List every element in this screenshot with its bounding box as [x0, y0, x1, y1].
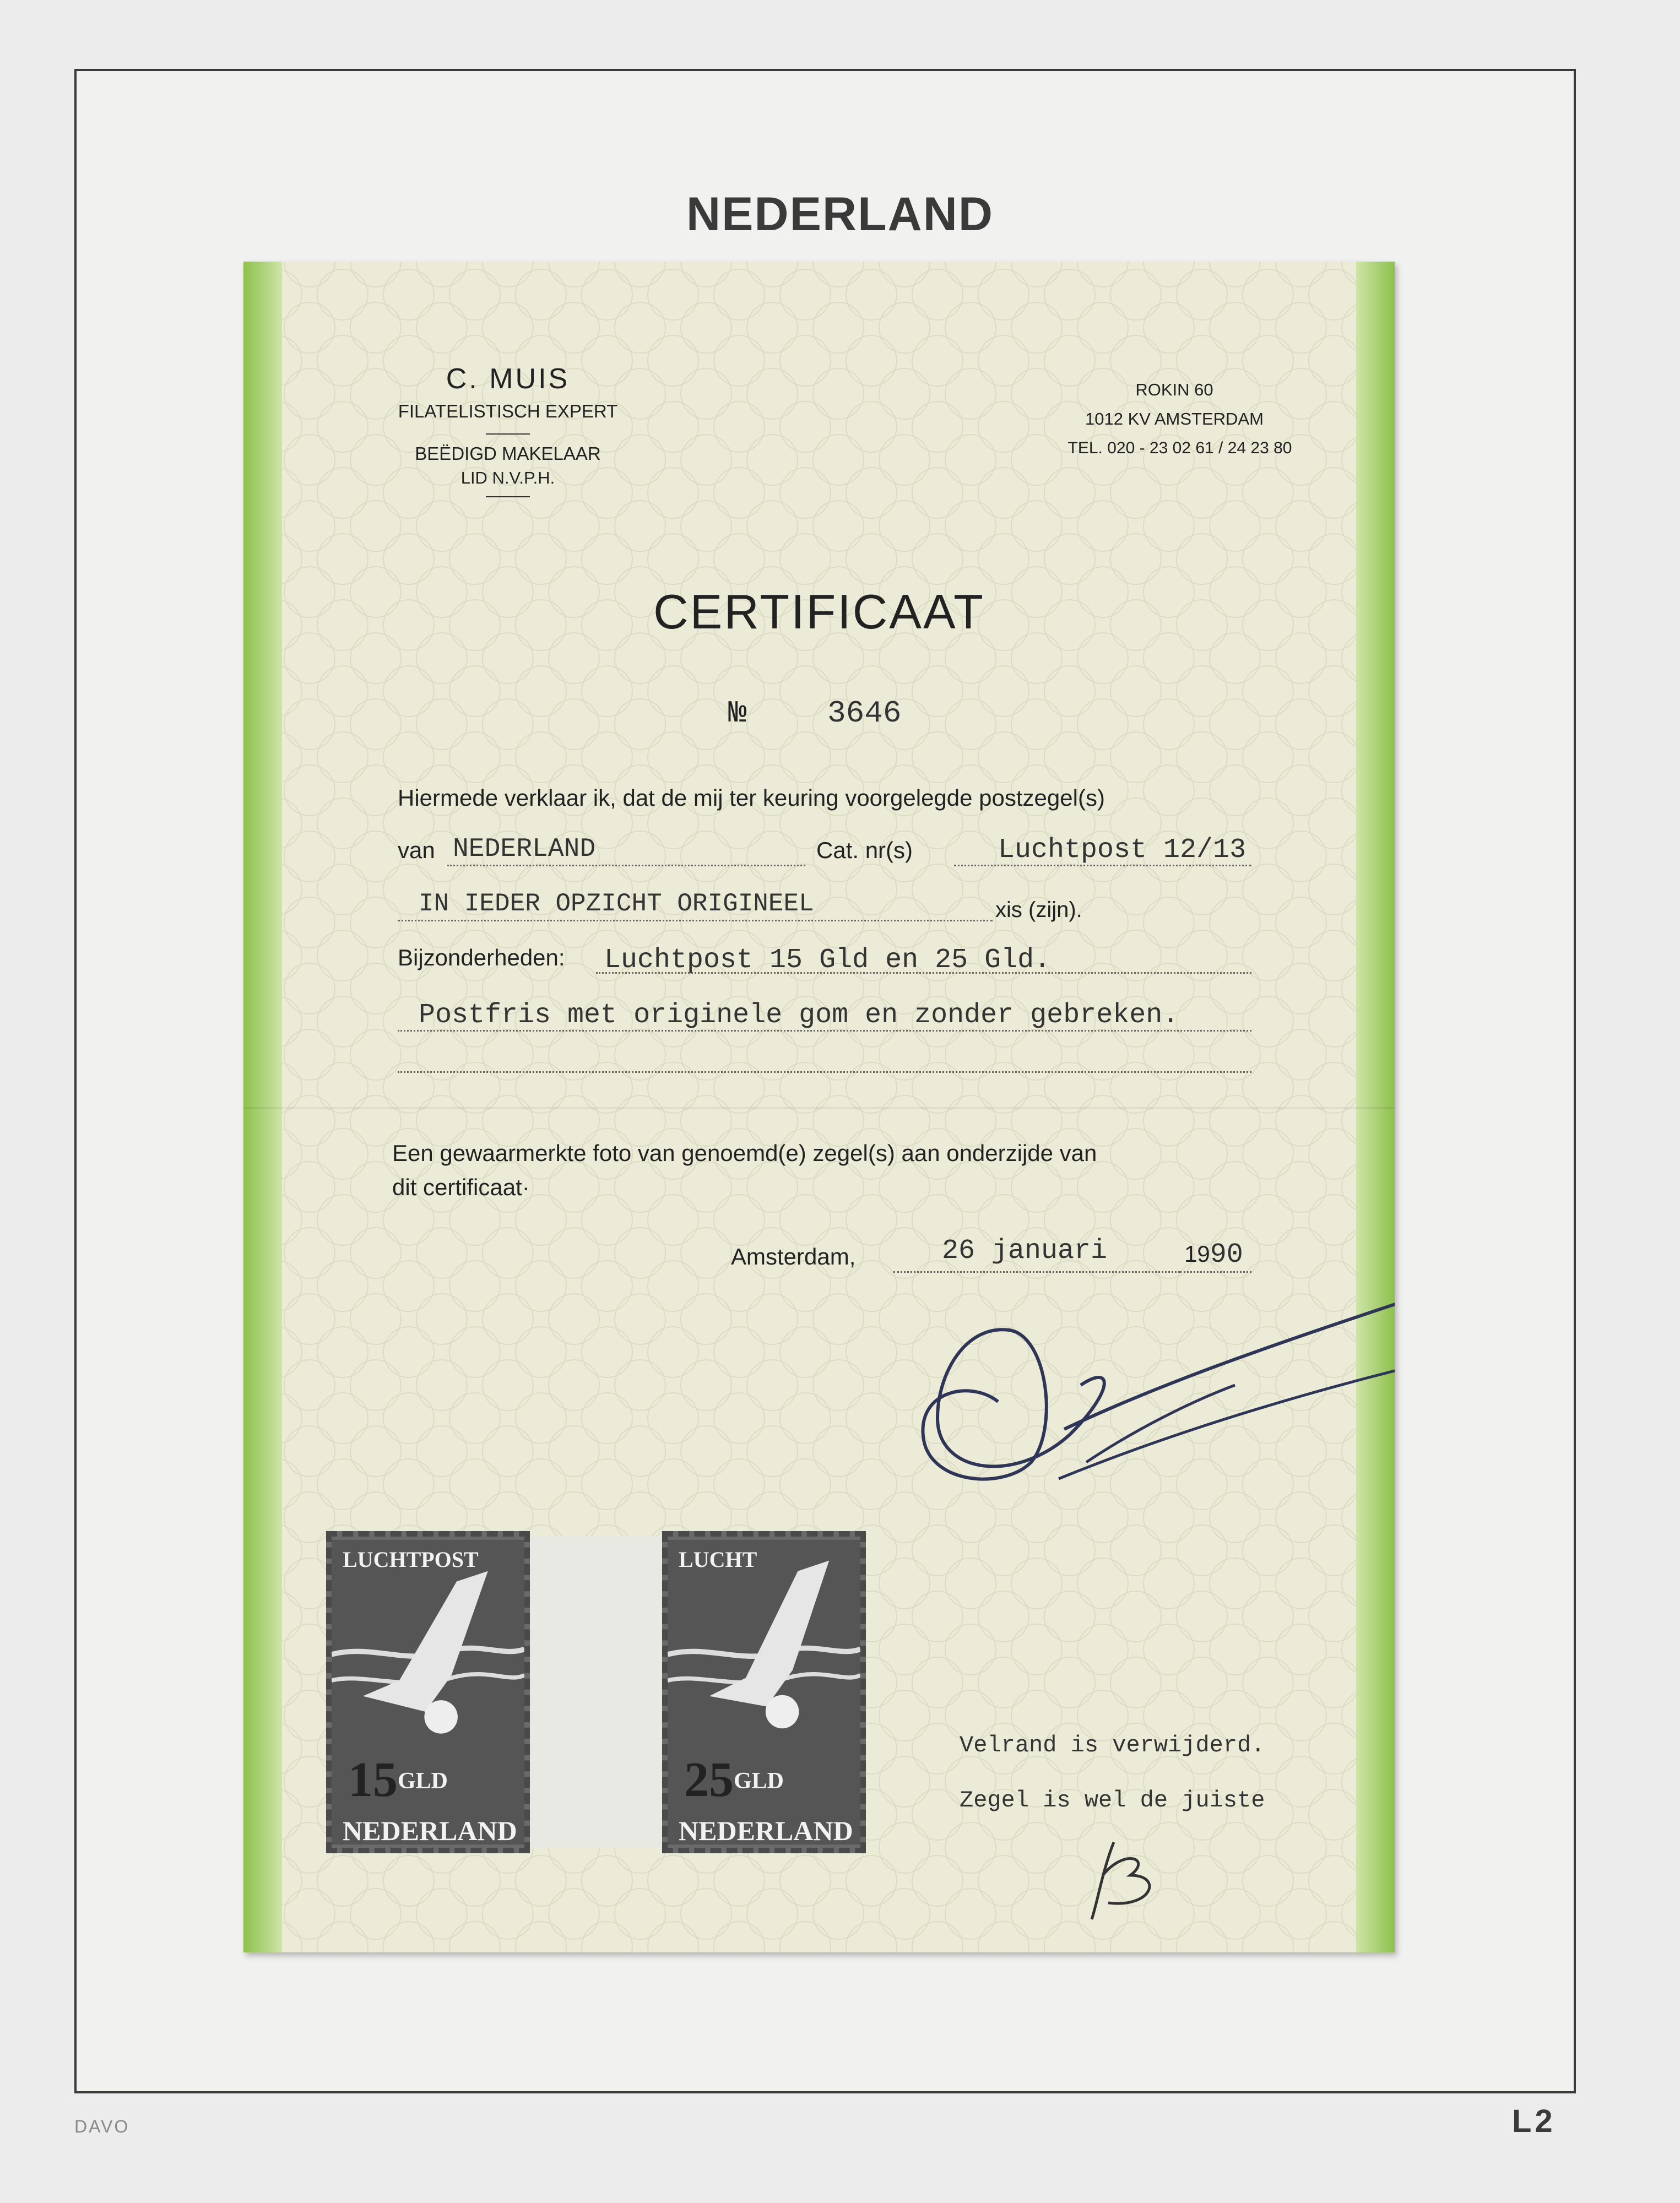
details-line-2: Postfris met originele gom en zonder gebreken.: [419, 1000, 1179, 1031]
expert-subtitle: BEËDIGD MAKELAAR: [415, 443, 601, 464]
stamp-country: NEDERLAND: [343, 1815, 517, 1846]
from-label: van: [398, 837, 435, 863]
photo-statement-line-2: dit certificaat·: [392, 1174, 530, 1200]
expert-name: C. MUIS: [446, 363, 570, 395]
stamp-top-text: LUCHTPOST: [343, 1547, 479, 1572]
album-title: NEDERLAND: [686, 188, 994, 241]
stamp-unit: GLD: [734, 1768, 784, 1794]
dotted-line: [398, 920, 993, 921]
album-brand: DAVO: [74, 2117, 130, 2136]
note-line-1: Velrand is verwijderd.: [960, 1732, 1265, 1759]
certificate-number: 3646: [827, 696, 902, 731]
expert-membership: LID N.V.P.H.: [460, 468, 555, 487]
catalog-value: Luchtpost 12/13: [998, 834, 1247, 866]
dotted-line: [447, 865, 805, 866]
expert-signature: [904, 1253, 1395, 1539]
stamp-value: 15: [348, 1752, 398, 1807]
address-city: 1012 KV AMSTERDAM: [1085, 409, 1264, 428]
zijn-label: xis (zijn).: [995, 898, 1082, 922]
stamp-top-text: LUCHT: [679, 1547, 757, 1572]
details-label: Bijzonderheden:: [398, 945, 565, 970]
stamp-gutter: [530, 1537, 662, 1848]
declaration-text: Hiermede verklaar ik, dat de mij ter keuring voorgelegde postzegel(s): [398, 785, 1105, 811]
photo-statement-line-1: Een gewaarmerkte foto van genoemd(e) zegel(s) aan onderzijde van: [392, 1140, 1097, 1166]
initials-signature: [1070, 1826, 1180, 1925]
divider: [486, 433, 530, 435]
stamp-photo: [326, 1531, 866, 1853]
number-label: №: [728, 696, 747, 731]
certificate-document: [243, 262, 1395, 1952]
country-value: NEDERLAND: [453, 834, 596, 864]
place-label: Amsterdam,: [731, 1244, 856, 1269]
divider: [486, 496, 530, 497]
certificate-heading: CERTIFICAAT: [653, 584, 985, 639]
stamp-country: NEDERLAND: [679, 1815, 853, 1846]
address-phone: TEL. 020 - 23 02 61 / 24 23 80: [1067, 439, 1292, 457]
fold-line: [243, 1107, 1395, 1109]
year-suffix: 90: [1210, 1239, 1243, 1271]
stamp-15-gld: [326, 1531, 530, 1853]
dotted-line: [398, 1071, 1251, 1073]
catalog-label: Cat. nr(s): [816, 837, 913, 863]
expert-title: FILATELISTISCH EXPERT: [398, 401, 618, 421]
note-line-2: Zegel is wel de juiste: [960, 1787, 1265, 1814]
year-prefix: 19: [1184, 1241, 1210, 1267]
original-statement: IN IEDER OPZICHT ORIGINEEL: [419, 889, 814, 918]
stamp-25-gld: [662, 1531, 866, 1853]
stamp-value: 25: [684, 1752, 734, 1807]
date-value: 26 januari: [942, 1235, 1108, 1267]
details-line-1: Luchtpost 15 Gld en 25 Gld.: [604, 945, 1051, 976]
page-number: L2: [1512, 2103, 1556, 2139]
address-street: ROKIN 60: [1135, 380, 1213, 399]
stamp-unit: GLD: [398, 1768, 448, 1794]
